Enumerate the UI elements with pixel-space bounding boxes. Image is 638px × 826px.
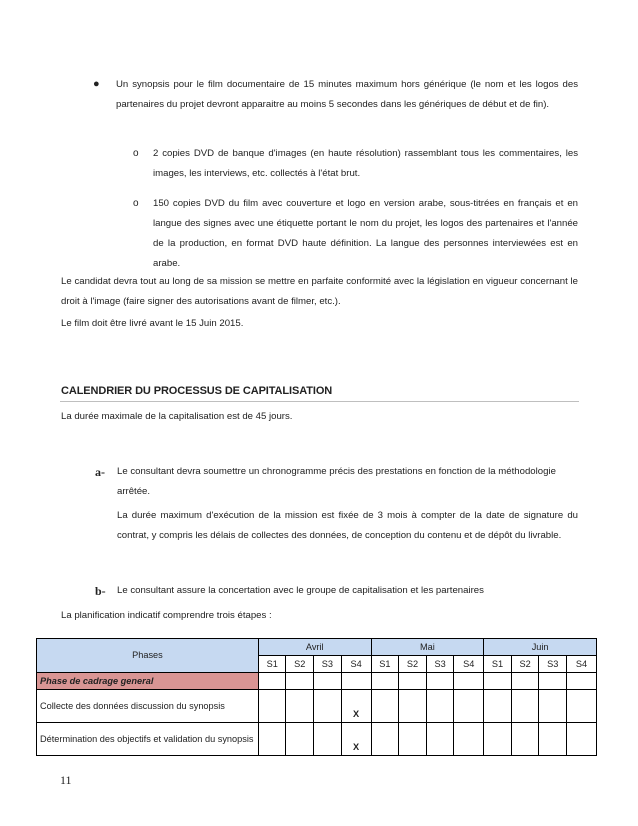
planning-table: [36, 638, 597, 756]
paragraph-delivery-date: Le film doit être livré avant le 15 Juin 2015.: [61, 318, 244, 329]
item-a-line2: La durée maximum d'exécution de la mission est fixée de 3 mois à compter de la date de signature du contrat, y compris les délais de collectes des données, de conception du contenu et de dépôt du livrable.: [117, 510, 578, 541]
page-number: 11: [60, 773, 72, 787]
week-header: S3: [314, 656, 342, 673]
planning-intro: La planification indicatif comprendre trois étapes :: [61, 610, 272, 621]
month-header: Avril: [258, 639, 371, 656]
sub-item-dvd-copies: 150 copies DVD du film avec couverture et logo en version arabe, sous-titrées en français et en langue des signes avec une étiquette portant le nom du projet, les logos des partenaires et l'année de la production, en format DVD haute définition. La langue des personnes interviewées est en arabe.: [153, 198, 578, 269]
week-header: S1: [484, 656, 512, 673]
item-b-text: Le consultant assure la concertation avec le groupe de capitalisation et les partenaires: [117, 585, 484, 596]
month-header: Mai: [371, 639, 484, 656]
phase-label: Collecte des données discussion du synopsis: [37, 690, 259, 723]
table-row: [37, 673, 597, 690]
table-header-row: [37, 639, 597, 656]
table-row: [37, 723, 597, 756]
schedule-mark: X: [341, 723, 371, 756]
schedule-mark: X: [341, 690, 371, 723]
week-header: S1: [258, 656, 286, 673]
sub-bullet-marker: o: [133, 198, 139, 209]
week-header: S2: [286, 656, 314, 673]
sub-item-dvd-images: 2 copies DVD de banque d'images (en haute résolution) rassemblant tous les commentaires, les images, les interviews, etc. collectés à l'état brut.: [153, 148, 578, 179]
phases-header: Phases: [37, 639, 259, 673]
item-a-letter: a-: [95, 465, 105, 479]
section-heading: CALENDRIER DU PROCESSUS DE CAPITALISATION: [61, 385, 333, 397]
week-header: S4: [567, 656, 597, 673]
bullet-synopsis-text: Un synopsis pour le film documentaire de 15 minutes maximum hors générique (le nom et les logos des partenaires du projet devront apparaitre au moins 5 secondes dans les génériques de début et de fin).: [116, 79, 578, 110]
sub-bullet-marker: o: [133, 148, 139, 159]
paragraph-legislation: Le candidat devra tout au long de sa mission se mettre en parfaite conformité avec la législation en vigueur concernant le droit à l'image (faire signer des autorisations avant de filmer, etc.).: [61, 276, 578, 307]
duration-text: La durée maximale de la capitalisation est de 45 jours.: [61, 411, 293, 422]
week-header: S3: [426, 656, 454, 673]
week-header: S4: [454, 656, 484, 673]
week-header: S2: [399, 656, 427, 673]
item-a-line1: Le consultant devra soumettre un chronogramme précis des prestations en fonction de la méthodologie arrêtée.: [117, 466, 556, 497]
month-header: Juin: [484, 639, 597, 656]
item-b-letter: b-: [95, 584, 106, 598]
phase-section-label: Phase de cadrage general: [37, 673, 259, 690]
table-row: [37, 690, 597, 723]
week-header: S3: [539, 656, 567, 673]
week-header: S2: [511, 656, 539, 673]
bullet-dot: ●: [93, 78, 100, 90]
week-header: S1: [371, 656, 399, 673]
week-header: S4: [341, 656, 371, 673]
heading-rule: [60, 401, 579, 402]
phase-label: Détermination des objectifs et validation du synopsis: [37, 723, 259, 756]
